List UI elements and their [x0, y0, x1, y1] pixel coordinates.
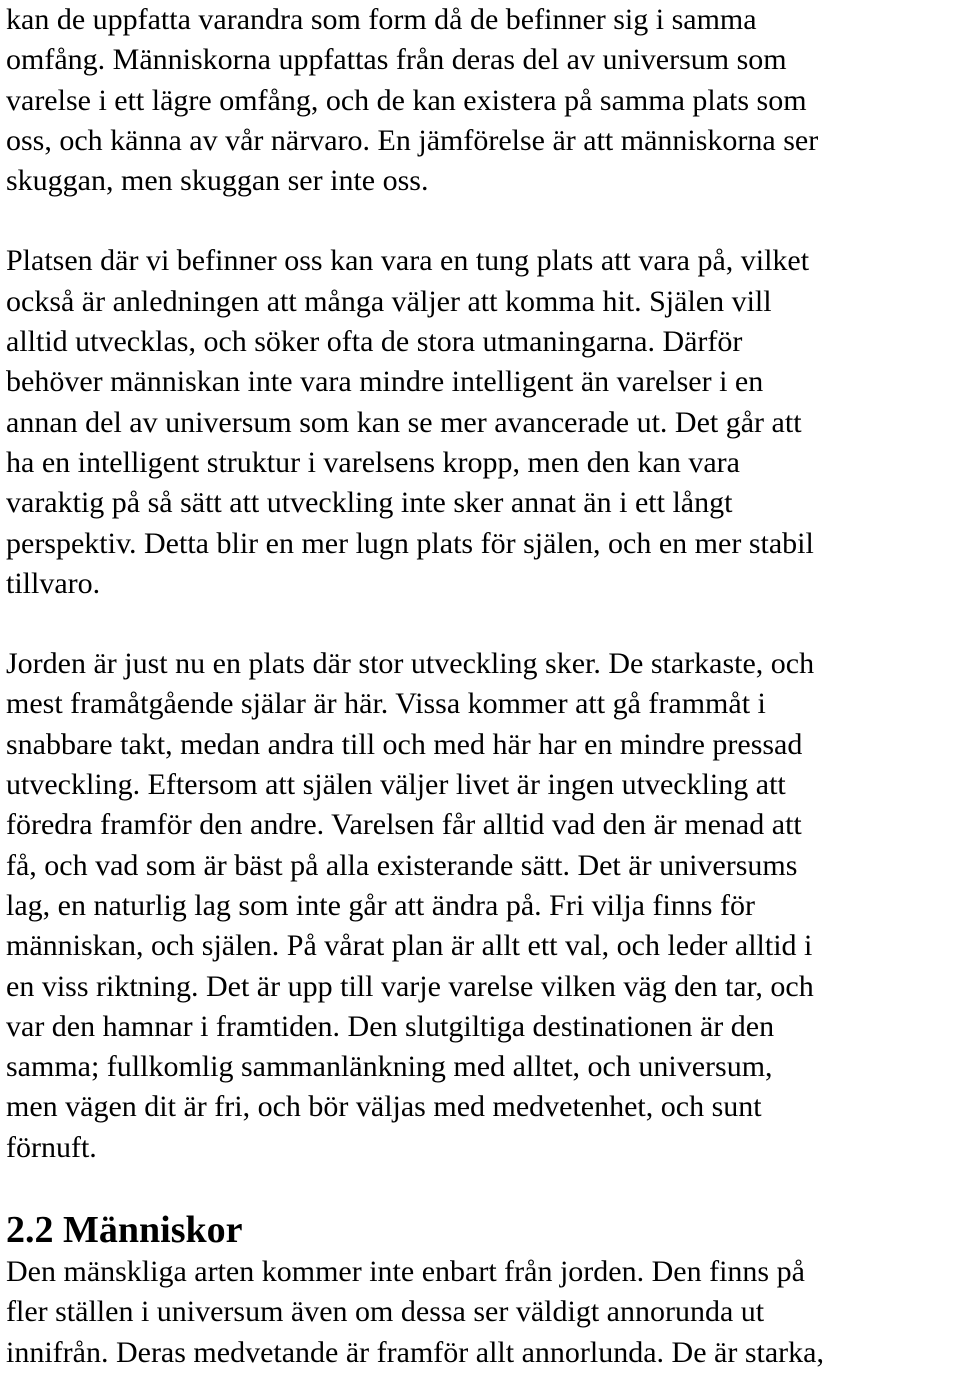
text-line: Jorden är just nu en plats där stor utveckling sker. De starkaste, och — [6, 647, 815, 681]
text-line: annan del av universum som kan se mer avancerade ut. Det går att — [6, 405, 802, 439]
text-line: var den hamnar i framtiden. Den slutgiltiga destinationen är den — [6, 1009, 775, 1043]
text-line: skuggan, men skuggan ser inte oss. — [6, 164, 429, 198]
text-line: alltid utvecklas, och söker ofta de stora utmaningarna. Därför — [6, 325, 743, 359]
paragraph-1 — [6, 0, 956, 201]
text-line: lag, en naturlig lag som inte går att ändra på. Fri vilja finns för — [6, 888, 755, 922]
text-line: också är anledningen att många väljer att komma hit. Själen vill — [6, 284, 772, 318]
text-line: men vägen dit är fri, och bör väljas med medvetenhet, och sunt — [6, 1090, 762, 1124]
text-line: samma; fullkomlig sammanlänkning med alltet, och universum, — [6, 1050, 773, 1084]
text-line: människan, och själen. På vårat plan är allt ett val, och leder alltid i — [6, 929, 813, 963]
text-line: tillvaro. — [6, 566, 101, 600]
text-line: mest framåtgående själar är här. Vissa kommer att gå frammåt i — [6, 687, 766, 721]
text-line: behöver människan inte vara mindre intelligent än varelser i en — [6, 365, 764, 399]
text-line: innifrån. Deras medvetande är framför allt annorlunda. De är starka, — [6, 1335, 824, 1369]
text-line: Den mänskliga arten kommer inte enbart från jorden. Den finns på — [6, 1255, 805, 1289]
text-line: oss, och känna av vår närvaro. En jämförelse är att människorna ser — [6, 123, 819, 157]
text-line: utveckling. Eftersom att själen väljer livet är ingen utveckling att — [6, 768, 786, 802]
section-paragraph — [6, 1252, 956, 1373]
text-line: en viss riktning. Det är upp till varje varelse vilken väg den tar, och — [6, 969, 814, 1003]
text-line: varelse i ett lägre omfång, och de kan existera på samma plats som — [6, 83, 807, 117]
text-line: varaktig på så sätt att utveckling inte sker annat än i ett långt — [6, 486, 733, 520]
paragraph-2 — [6, 241, 956, 604]
text-line: förnuft. — [6, 1130, 97, 1164]
text-line: ha en intelligent struktur i varelsens kropp, men den kan vara — [6, 445, 740, 479]
text-line: föredra framför den andre. Varelsen får alltid vad den är menad att — [6, 808, 802, 842]
text-line: perspektiv. Detta blir en mer lugn plats för själen, och en mer stabil — [6, 526, 814, 560]
document-page — [6, 0, 956, 1373]
text-line: få, och vad som är bäst på alla existerande sätt. Det är universums — [6, 848, 798, 882]
text-line: Platsen där vi befinner oss kan vara en tung plats att vara på, vilket — [6, 244, 810, 278]
text-line: omfång. Människorna uppfattas från deras del av universum som — [6, 43, 787, 77]
text-line: snabbare takt, medan andra till och med här har en mindre pressad — [6, 727, 803, 761]
paragraph-3 — [6, 644, 956, 1168]
text-line: fler ställen i universum även om dessa ser väldigt annorunda ut — [6, 1295, 765, 1329]
text-line: kan de uppfatta varandra som form då de befinner sig i samma — [6, 3, 757, 36]
section-heading: 2.2 Människor — [6, 1209, 243, 1252]
